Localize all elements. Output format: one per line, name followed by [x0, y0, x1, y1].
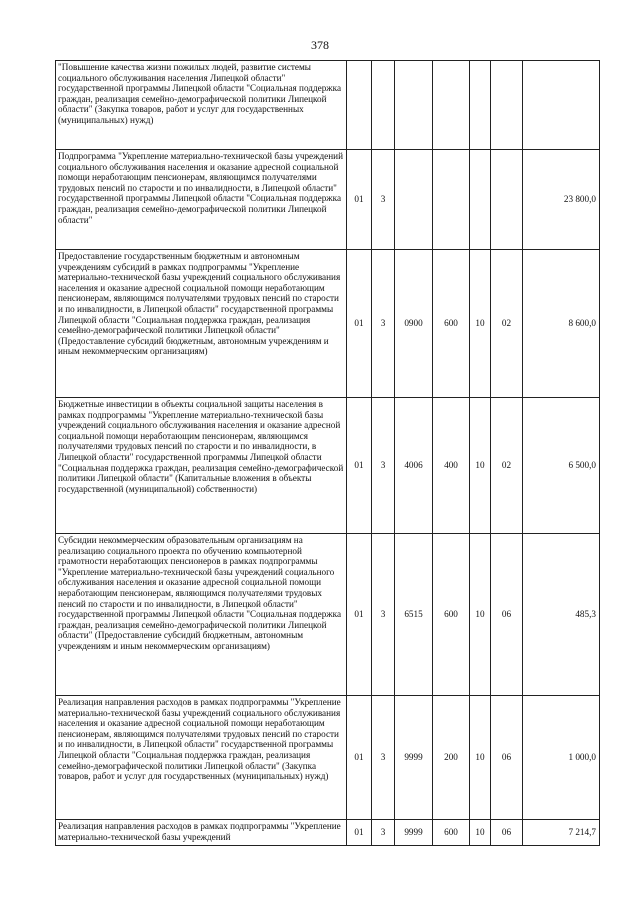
code-cell: 600	[433, 534, 470, 696]
row-description: Предоставление государственным бюджетным и автономным учреждениям субсидий в рамках подпрограммы "Укрепление материально-технической базы учреждений социального обслуживания населения и оказание адресной социальной помощи неработающим пенсионерам, являющимся получателями трудовых пенсий по старости и по инвалидности, в Липецкой области" государственной программы Липецкой области "Социальная поддержка граждан, реализация семейно-демографической политики Липецкой области" (Предоставление субсидий бюджетным, автономным учреждениям и иным некоммерческим организациям)	[56, 250, 347, 398]
code-cell: 3	[372, 150, 395, 250]
code-cell: 01	[347, 250, 372, 398]
amount-cell: 7 214,7	[523, 820, 600, 846]
code-cell: 200	[433, 696, 470, 820]
code-cell: 10	[470, 398, 491, 534]
code-cell	[491, 61, 523, 150]
code-cell: 4006	[395, 398, 433, 534]
amount-cell	[523, 61, 600, 150]
amount-cell: 6 500,0	[523, 398, 600, 534]
row-description: Реализация направления расходов в рамках подпрограммы "Укрепление материально-технической базы учреждений	[56, 820, 347, 846]
code-cell	[347, 61, 372, 150]
code-cell: 3	[372, 696, 395, 820]
code-cell: 400	[433, 398, 470, 534]
code-cell: 01	[347, 398, 372, 534]
table-row	[56, 61, 600, 150]
row-description: Бюджетные инвестиции в объекты социальной защиты населения в рамках подпрограммы "Укрепление материально-технической базы учреждений социального обслуживания населения и оказание адресной социальной помощи неработающим пенсионерам, являющимся получателями трудовых пенсий по старости и по инвалидности, в Липецкой области" государственной программы Липецкой области "Социальная поддержка граждан, реализация семейно-демографической политики Липецкой области" (Капитальные вложения в объекты государственной (муниципальной) собственности)	[56, 398, 347, 534]
code-cell: 06	[491, 534, 523, 696]
row-description: "Повышение качества жизни пожилых людей, развитие системы социального обслуживания населения Липецкой области" государственной программы Липецкой области "Социальная поддержка граждан, реализация семейно-демографической политики Липецкой области" (Закупка товаров, работ и услуг для государственных (муниципальных) нужд)	[56, 61, 347, 150]
code-cell: 0900	[395, 250, 433, 398]
code-cell	[395, 150, 433, 250]
table-row	[56, 696, 600, 820]
amount-cell: 1 000,0	[523, 696, 600, 820]
code-cell: 01	[347, 696, 372, 820]
code-cell: 9999	[395, 820, 433, 846]
code-cell: 01	[347, 534, 372, 696]
code-cell: 3	[372, 534, 395, 696]
table-row	[56, 398, 600, 534]
table-row	[56, 250, 600, 398]
code-cell: 06	[491, 696, 523, 820]
code-cell	[372, 61, 395, 150]
code-cell	[470, 150, 491, 250]
code-cell: 02	[491, 398, 523, 534]
code-cell: 600	[433, 250, 470, 398]
row-description: Субсидии некоммерческим образовательным организациям на реализацию социального проекта по обучению компьютерной грамотности неработающих пенсионеров в рамках подпрограммы "Укрепление материально-технической базы учреждений социального обслуживания населения и оказание адресной социальной помощи неработающим пенсионерам, являющимся получателями трудовых пенсий по старости и по инвалидности, в Липецкой области" государственной программы Липецкой области "Социальная поддержка граждан, реализация семейно-демографической политики Липецкой области" (Предоставление субсидий бюджетным, автономным учреждениям и иным некоммерческим организациям)	[56, 534, 347, 696]
table-row	[56, 150, 600, 250]
code-cell: 6515	[395, 534, 433, 696]
code-cell: 9999	[395, 696, 433, 820]
code-cell: 01	[347, 150, 372, 250]
code-cell: 3	[372, 250, 395, 398]
code-cell: 10	[470, 534, 491, 696]
budget-table	[55, 60, 600, 846]
table-row	[56, 534, 600, 696]
code-cell: 06	[491, 820, 523, 846]
code-cell: 600	[433, 820, 470, 846]
code-cell: 3	[372, 398, 395, 534]
row-description: Реализация направления расходов в рамках подпрограммы "Укрепление материально-технической базы учреждений социального обслуживания населения и оказание адресной социальной помощи неработающим пенсионерам, являющимся получателями трудовых пенсий по старости и по инвалидности, в Липецкой области" государственной программы Липецкой области "Социальная поддержка граждан, реализация семейно-демографической политики Липецкой области" (Закупка товаров, работ и услуг для государственных (муниципальных) нужд)	[56, 696, 347, 820]
code-cell: 01	[347, 820, 372, 846]
code-cell	[395, 61, 433, 150]
code-cell: 10	[470, 250, 491, 398]
code-cell	[433, 150, 470, 250]
amount-cell: 23 800,0	[523, 150, 600, 250]
amount-cell: 8 600,0	[523, 250, 600, 398]
page-number: 378	[311, 38, 329, 52]
amount-cell: 485,3	[523, 534, 600, 696]
code-cell: 3	[372, 820, 395, 846]
code-cell: 02	[491, 250, 523, 398]
row-description: Подпрограмма "Укрепление материально-технической базы учреждений социального обслуживания населения и оказание адресной социальной помощи неработающим пенсионерам, являющимся получателями трудовых пенсий по старости и по инвалидности, в Липецкой области" государственной программы Липецкой области "Социальная поддержка граждан, реализация семейно-демографической политики Липецкой области"	[56, 150, 347, 250]
code-cell: 10	[470, 820, 491, 846]
table-row	[56, 820, 600, 846]
code-cell	[470, 61, 491, 150]
code-cell	[491, 150, 523, 250]
code-cell	[433, 61, 470, 150]
code-cell: 10	[470, 696, 491, 820]
